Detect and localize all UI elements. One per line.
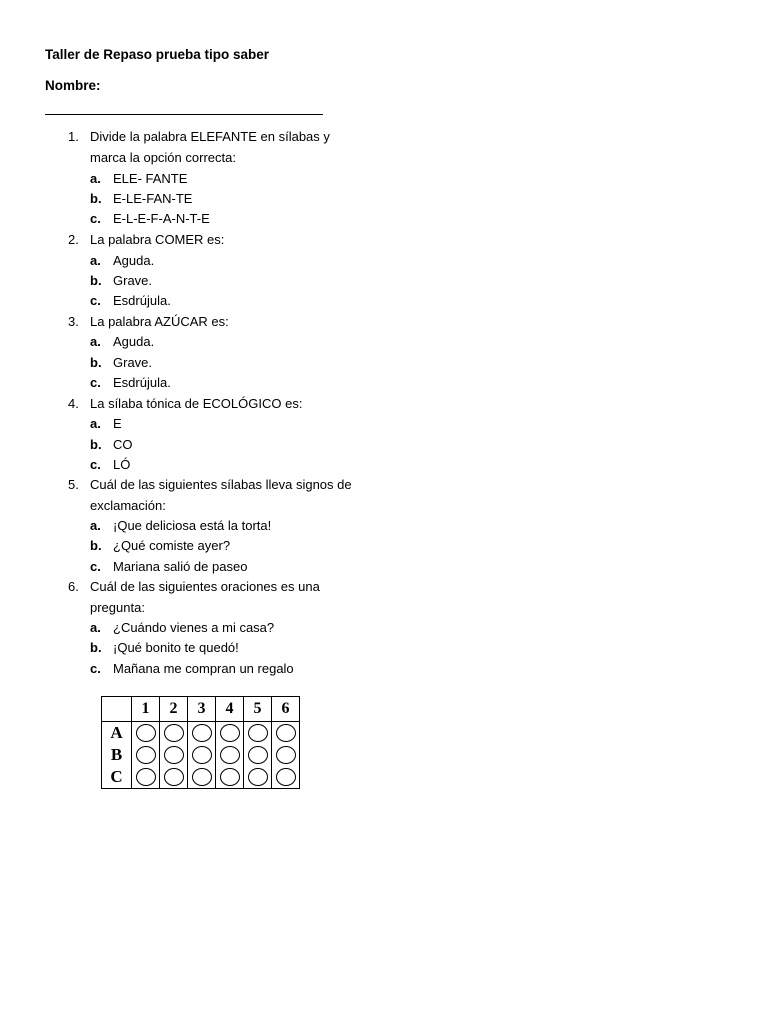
question-3 (68, 312, 368, 333)
question-4 (68, 394, 368, 415)
row-label-a: A (102, 722, 132, 745)
column-header-1: 1 (132, 697, 160, 722)
answer-bubble-b4[interactable] (220, 746, 240, 764)
row-label-b: B (102, 744, 132, 766)
option-letter: a. (90, 253, 101, 268)
name-label: Nombre: (45, 78, 101, 93)
option-text: ¡Que deliciosa está la torta! (113, 518, 272, 533)
option-text: ¿Qué comiste ayer? (113, 538, 231, 553)
question-text: Divide la palabra ELEFANTE en sílabas y marca la opción correcta: (90, 129, 330, 165)
document-title: Taller de Repaso prueba tipo saber (45, 47, 270, 62)
option-text: LÓ (113, 457, 131, 472)
answer-bubble-c6[interactable] (276, 768, 296, 786)
answer-row-a (102, 722, 300, 745)
answer-bubble-a3[interactable] (192, 724, 212, 742)
question-5 (68, 475, 368, 516)
answer-cell (160, 744, 188, 766)
question-text: La palabra COMER es: (90, 232, 225, 247)
answer-grid-header (102, 697, 300, 722)
option-text: E-LE-FAN-TE (113, 191, 193, 206)
answer-bubble-a2[interactable] (164, 724, 184, 742)
option-4b (90, 435, 133, 455)
answer-bubble-b6[interactable] (276, 746, 296, 764)
answer-bubble-a4[interactable] (220, 724, 240, 742)
option-text: Aguda. (113, 334, 155, 349)
answer-row-c (102, 766, 300, 789)
option-1c (90, 209, 210, 229)
option-letter: b. (90, 437, 102, 452)
option-text: E-L-E-F-A-N-T-E (113, 211, 210, 226)
answer-bubble-c1[interactable] (136, 768, 156, 786)
column-header-5: 5 (244, 697, 272, 722)
column-header-4: 4 (216, 697, 244, 722)
question-number: 3. (68, 314, 79, 329)
option-letter: b. (90, 640, 102, 655)
answer-bubble-b2[interactable] (164, 746, 184, 764)
option-letter: c. (90, 293, 101, 308)
option-5c (90, 557, 247, 577)
question-text: La palabra AZÚCAR es: (90, 314, 229, 329)
option-1a (90, 169, 187, 189)
option-6c (90, 659, 294, 679)
answer-cell (188, 744, 216, 766)
option-text: E (113, 416, 122, 431)
answer-cell (244, 722, 272, 745)
option-letter: a. (90, 171, 101, 186)
question-number: 2. (68, 232, 79, 247)
answer-bubble-a6[interactable] (276, 724, 296, 742)
row-label-c: C (102, 766, 132, 789)
option-text: Mañana me compran un regalo (113, 661, 294, 676)
answer-cell (188, 766, 216, 789)
answer-bubble-c5[interactable] (248, 768, 268, 786)
answer-bubble-c4[interactable] (220, 768, 240, 786)
answer-grid (101, 696, 300, 789)
option-text: Aguda. (113, 253, 155, 268)
option-letter: a. (90, 416, 101, 431)
name-underline (45, 114, 323, 115)
answer-cell (160, 722, 188, 745)
option-letter: a. (90, 620, 101, 635)
option-letter: c. (90, 661, 101, 676)
answer-cell (132, 766, 160, 789)
option-letter: c. (90, 559, 101, 574)
option-letter: c. (90, 457, 101, 472)
answer-row-b (102, 744, 300, 766)
option-text: ¡Qué bonito te quedó! (113, 640, 239, 655)
option-text: ¿Cuándo vienes a mi casa? (113, 620, 275, 635)
option-text: Mariana salió de paseo (113, 559, 248, 574)
question-number: 6. (68, 579, 79, 594)
option-text: Grave. (113, 355, 153, 370)
question-text: Cuál de las siguientes sílabas lleva signos de exclamación: (90, 477, 352, 513)
question-number: 1. (68, 129, 79, 144)
option-6b (90, 638, 239, 658)
option-3c (90, 373, 171, 393)
column-header-6: 6 (272, 697, 300, 722)
answer-cell (272, 722, 300, 745)
option-2c (90, 291, 171, 311)
question-1 (68, 127, 368, 168)
option-letter: a. (90, 518, 101, 533)
answer-cell (272, 744, 300, 766)
option-5b (90, 536, 230, 556)
answer-cell (272, 766, 300, 789)
question-number: 4. (68, 396, 79, 411)
option-text: Esdrújula. (113, 293, 171, 308)
question-text: Cuál de las siguientes oraciones es una pregunta: (90, 579, 320, 615)
answer-cell (132, 744, 160, 766)
answer-cell (244, 744, 272, 766)
option-3b (90, 353, 152, 373)
option-letter: b. (90, 191, 102, 206)
column-header-3: 3 (188, 697, 216, 722)
option-6a (90, 618, 274, 638)
option-letter: b. (90, 538, 102, 553)
option-2b (90, 271, 152, 291)
column-header-2: 2 (160, 697, 188, 722)
answer-bubble-b5[interactable] (248, 746, 268, 764)
question-text: La sílaba tónica de ECOLÓGICO es: (90, 396, 303, 411)
option-3a (90, 332, 154, 352)
question-number: 5. (68, 477, 79, 492)
answer-cell (244, 766, 272, 789)
option-text: Esdrújula. (113, 375, 171, 390)
answer-bubble-a1[interactable] (136, 724, 156, 742)
answer-cell (132, 722, 160, 745)
answer-cell (216, 766, 244, 789)
option-letter: a. (90, 334, 101, 349)
answer-cell (188, 722, 216, 745)
option-letter: b. (90, 355, 102, 370)
option-4c (90, 455, 130, 475)
option-text: Grave. (113, 273, 153, 288)
answer-cell (160, 766, 188, 789)
option-letter: c. (90, 211, 101, 226)
answer-bubble-a5[interactable] (248, 724, 268, 742)
option-4a (90, 414, 122, 434)
option-letter: b. (90, 273, 102, 288)
question-2 (68, 230, 368, 251)
option-2a (90, 251, 154, 271)
grid-corner (102, 697, 132, 722)
question-6 (68, 577, 368, 618)
answer-cell (216, 744, 244, 766)
option-1b (90, 189, 192, 209)
answer-bubble-b1[interactable] (136, 746, 156, 764)
answer-bubble-c3[interactable] (192, 768, 212, 786)
option-text: CO (113, 437, 133, 452)
option-text: ELE- FANTE (113, 171, 188, 186)
option-letter: c. (90, 375, 101, 390)
option-5a (90, 516, 271, 536)
answer-bubble-b3[interactable] (192, 746, 212, 764)
answer-cell (216, 722, 244, 745)
answer-bubble-c2[interactable] (164, 768, 184, 786)
